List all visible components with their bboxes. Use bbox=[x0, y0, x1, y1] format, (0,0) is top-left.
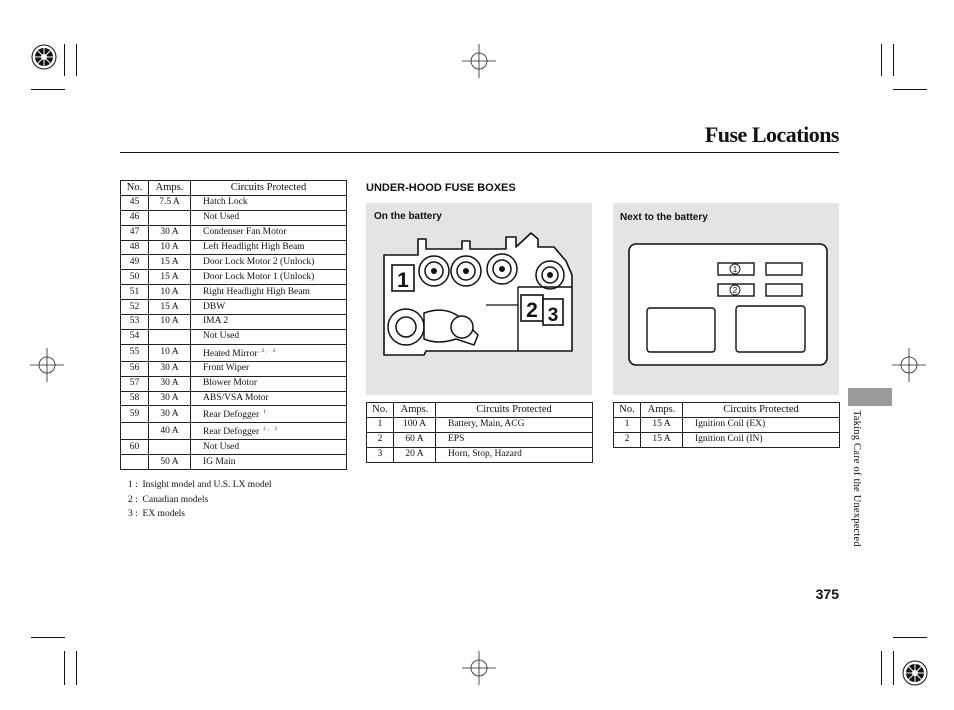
fuse-number: 45 bbox=[121, 195, 149, 210]
fuse-amps bbox=[149, 329, 191, 344]
footnote-ref: 1 bbox=[263, 410, 268, 416]
fuse-number: 58 bbox=[121, 391, 149, 406]
table-row bbox=[121, 300, 347, 315]
fuse-amps: 40 A bbox=[149, 423, 191, 440]
fuse-circuit: Hatch Lock bbox=[191, 195, 347, 210]
star-target-bottom-right bbox=[903, 661, 927, 685]
table-row bbox=[121, 225, 347, 240]
fuse-number: 56 bbox=[121, 361, 149, 376]
fuse-amps: 30 A bbox=[149, 376, 191, 391]
relay-callout-2: 2 bbox=[732, 286, 738, 295]
fuse-number: 1 bbox=[614, 417, 641, 432]
fuse-amps: 7.5 A bbox=[149, 195, 191, 210]
panel-label-next-to-battery: Next to the battery bbox=[620, 212, 708, 223]
fuse-amps: 30 A bbox=[149, 361, 191, 376]
fuse-amps: 30 A bbox=[149, 406, 191, 423]
callout-3: 3 bbox=[547, 305, 559, 326]
table-row bbox=[121, 391, 347, 406]
footnote-ref: 2, 3 bbox=[261, 348, 278, 354]
fuse-amps: 10 A bbox=[149, 240, 191, 255]
fuse-number: 53 bbox=[121, 315, 149, 330]
fuse-number: 46 bbox=[121, 210, 149, 225]
fuse-circuit: EPS bbox=[436, 432, 593, 447]
fuse-number bbox=[121, 423, 149, 440]
fuse-amps: 10 A bbox=[149, 285, 191, 300]
fuse-amps: 10 A bbox=[149, 315, 191, 330]
fuse-amps: 10 A bbox=[149, 344, 191, 361]
fuse-circuit: Not Used bbox=[191, 210, 347, 225]
table-row bbox=[121, 270, 347, 285]
fuse-number: 3 bbox=[367, 447, 394, 462]
fuse-amps: 100 A bbox=[394, 417, 436, 432]
page-number: 375 bbox=[815, 586, 839, 602]
fuse-circuit: Rear Defogger $^1$ bbox=[191, 406, 347, 423]
fuse-number: 2 bbox=[367, 432, 394, 447]
fuse-circuit: ABS/VSA Motor bbox=[191, 391, 347, 406]
fuse-circuit: Front Wiper bbox=[191, 361, 347, 376]
fuse-circuit: Left Headlight High Beam bbox=[191, 240, 347, 255]
table-row bbox=[121, 240, 347, 255]
col-header-circuits: Circuits Protected bbox=[683, 403, 840, 418]
fuse-circuit: Rear Defogger $^{2, 3}$ bbox=[191, 423, 347, 440]
page-title: Fuse Locations bbox=[704, 122, 839, 147]
fuse-amps bbox=[149, 210, 191, 225]
table-row bbox=[121, 440, 347, 455]
table-row bbox=[121, 376, 347, 391]
fuse-amps: 30 A bbox=[149, 391, 191, 406]
footnote-ref: 2, 3 bbox=[263, 427, 279, 433]
fuse-amps: 30 A bbox=[149, 225, 191, 240]
col-header-amps: Amps. bbox=[394, 403, 436, 418]
table-row bbox=[121, 406, 347, 423]
star-target-top-left bbox=[32, 45, 56, 69]
crosshair-left bbox=[30, 348, 64, 382]
crosshair-right bbox=[892, 348, 926, 382]
fuse-number: 60 bbox=[121, 440, 149, 455]
fuse-number: 57 bbox=[121, 376, 149, 391]
fuse-amps bbox=[149, 440, 191, 455]
fuse-number bbox=[121, 455, 149, 470]
fuse-circuit: Door Lock Motor 2 (Unlock) bbox=[191, 255, 347, 270]
fuse-amps: 15 A bbox=[149, 270, 191, 285]
fuse-circuit: Condenser Fan Motor bbox=[191, 225, 347, 240]
fuse-circuit: Heated Mirror $^{2, 3}$ bbox=[191, 344, 347, 361]
underhood-heading: UNDER-HOOD FUSE BOXES bbox=[366, 182, 516, 194]
panel-on-battery bbox=[366, 203, 592, 395]
fuse-table-interior bbox=[120, 180, 347, 470]
fuse-circuit: Door Lock Motor 1 (Unlock) bbox=[191, 270, 347, 285]
fuse-circuit: IG Main bbox=[191, 455, 347, 470]
table-row bbox=[614, 417, 840, 432]
callout-2: 2 bbox=[526, 299, 538, 322]
fuse-circuit: IMA 2 bbox=[191, 315, 347, 330]
fuse-circuit: Battery, Main, ACG bbox=[436, 417, 593, 432]
table-row bbox=[367, 417, 593, 432]
table-row bbox=[121, 455, 347, 470]
section-tab-label: Taking Care of the Unexpected bbox=[851, 410, 862, 547]
relay-callout-1: 1 bbox=[732, 265, 738, 274]
table-row bbox=[614, 432, 840, 447]
table-row bbox=[121, 344, 347, 361]
fuse-number: 51 bbox=[121, 285, 149, 300]
fuse-table-battery bbox=[366, 402, 593, 463]
fuse-number: 50 bbox=[121, 270, 149, 285]
fuse-amps: 15 A bbox=[641, 417, 683, 432]
table-row bbox=[121, 329, 347, 344]
fuse-amps: 15 A bbox=[149, 300, 191, 315]
footnote-3: 3 : EX models bbox=[128, 509, 185, 519]
title-rule bbox=[120, 152, 839, 153]
fuse-circuit: Ignition Coil (IN) bbox=[683, 432, 840, 447]
fuse-amps: 15 A bbox=[641, 432, 683, 447]
fuse-circuit: Right Headlight High Beam bbox=[191, 285, 347, 300]
fuse-circuit: Ignition Coil (EX) bbox=[683, 417, 840, 432]
footnote-1: 1 : Insight model and U.S. LX model bbox=[128, 480, 272, 490]
fuse-number: 52 bbox=[121, 300, 149, 315]
fuse-amps: 20 A bbox=[394, 447, 436, 462]
col-header-amps: Amps. bbox=[641, 403, 683, 418]
col-header-circuits: Circuits Protected bbox=[436, 403, 593, 418]
fuse-amps: 60 A bbox=[394, 432, 436, 447]
table-row bbox=[367, 447, 593, 462]
fuse-number: 54 bbox=[121, 329, 149, 344]
table-row bbox=[121, 195, 347, 210]
fuse-number: 55 bbox=[121, 344, 149, 361]
crosshair-top bbox=[462, 44, 496, 78]
fuse-circuit: Not Used bbox=[191, 329, 347, 344]
col-header-no: No. bbox=[367, 403, 394, 418]
panel-label-on-battery: On the battery bbox=[374, 211, 442, 222]
section-tab-marker bbox=[848, 388, 892, 406]
table-row bbox=[367, 432, 593, 447]
fuse-number: 59 bbox=[121, 406, 149, 423]
relay-box-diagram bbox=[613, 203, 839, 395]
fuse-number: 48 bbox=[121, 240, 149, 255]
col-header-no: No. bbox=[121, 181, 149, 196]
battery-fuse-box-diagram bbox=[366, 203, 592, 395]
table-row bbox=[121, 423, 347, 440]
fuse-number: 1 bbox=[367, 417, 394, 432]
fuse-circuit: DBW bbox=[191, 300, 347, 315]
col-header-no: No. bbox=[614, 403, 641, 418]
crosshair-bottom bbox=[462, 651, 496, 685]
col-header-amps: Amps. bbox=[149, 181, 191, 196]
table-row bbox=[121, 315, 347, 330]
table-row bbox=[121, 361, 347, 376]
col-header-circuits: Circuits Protected bbox=[191, 181, 347, 196]
fuse-circuit: Blower Motor bbox=[191, 376, 347, 391]
fuse-table-next-to-battery bbox=[613, 402, 840, 448]
fuse-circuit: Horn, Stop, Hazard bbox=[436, 447, 593, 462]
fuse-amps: 50 A bbox=[149, 455, 191, 470]
fuse-circuit: Not Used bbox=[191, 440, 347, 455]
footnote-2: 2 : Canadian models bbox=[128, 495, 209, 505]
table-row bbox=[121, 285, 347, 300]
table-row bbox=[121, 255, 347, 270]
fuse-number: 49 bbox=[121, 255, 149, 270]
fuse-amps: 15 A bbox=[149, 255, 191, 270]
fuse-number: 2 bbox=[614, 432, 641, 447]
table-row bbox=[121, 210, 347, 225]
callout-1: 1 bbox=[397, 269, 409, 292]
fuse-number: 47 bbox=[121, 225, 149, 240]
panel-next-to-battery bbox=[613, 203, 839, 395]
